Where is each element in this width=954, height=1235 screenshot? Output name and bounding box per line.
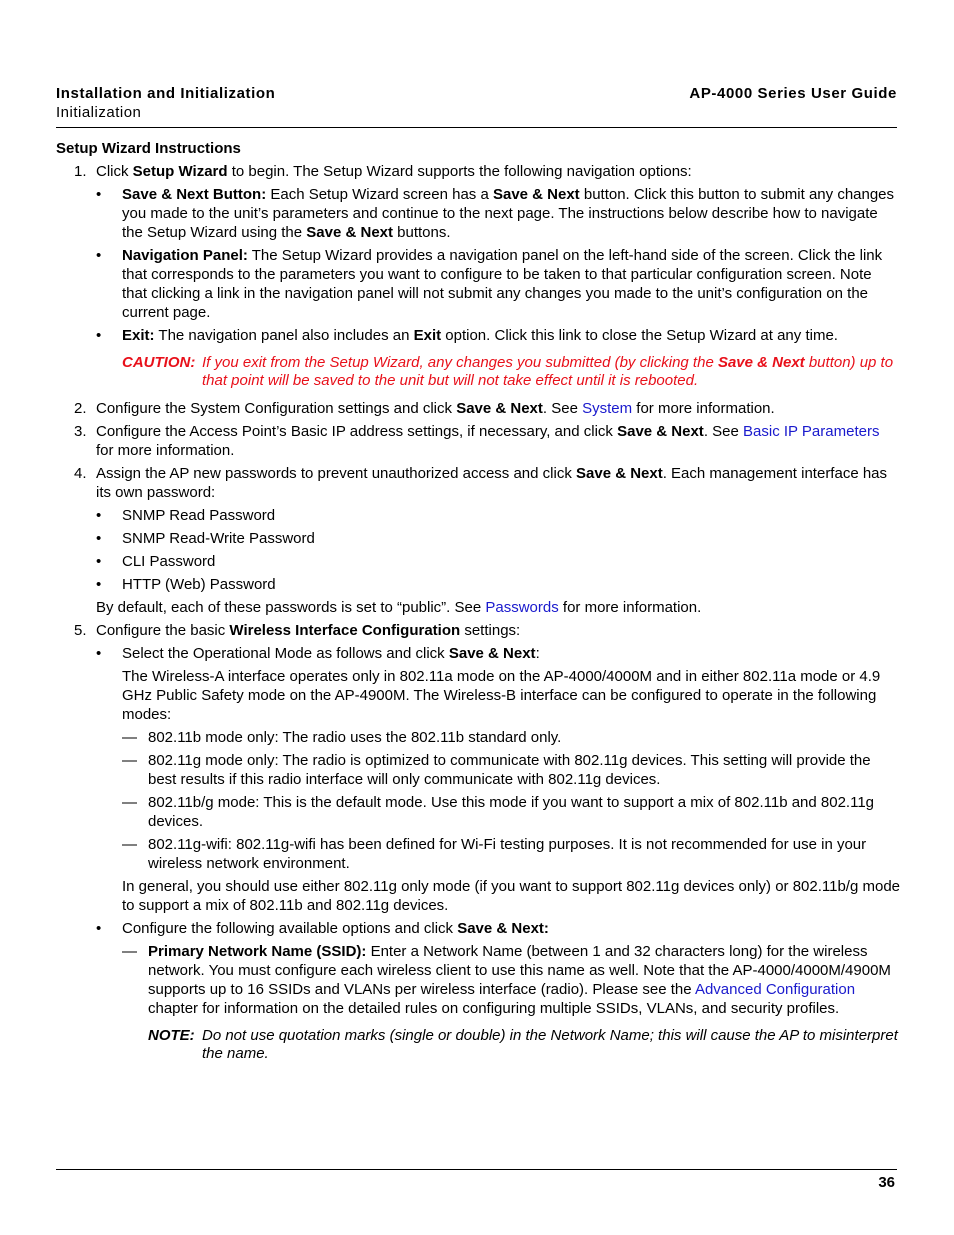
bullet-icon: • <box>96 507 102 524</box>
text: 802.11b mode only: The radio uses the 802.11b standard only. <box>148 729 562 746</box>
step-number: 5. <box>74 622 87 639</box>
step-1 <box>56 162 900 390</box>
mode-item <box>122 835 900 873</box>
bullet-operational-mode <box>96 644 900 915</box>
text: Configure the following available options and click <box>122 920 458 937</box>
text: buttons. <box>393 224 451 241</box>
page-content <box>56 139 900 1067</box>
step-number: 1. <box>74 163 87 180</box>
text: . Each management interface has its own password: <box>96 465 888 501</box>
dash-icon: — <box>122 794 137 811</box>
general-paragraph: In general, you should use either 802.11g only mode (if you want to support 802.11g devices only) or 802.11b/g mode to support a mix of 802.11b and 802.11g devices. <box>122 878 901 914</box>
bold-text: Exit: <box>122 327 155 344</box>
bold-text: Save & Next Button: <box>122 186 267 203</box>
text: chapter for information on the detailed rules on configuring multiple SSIDs, VLANs, and security profiles. <box>148 1000 840 1017</box>
bullet-icon: • <box>96 576 102 593</box>
text: Select the Operational Mode as follows and click <box>122 645 449 662</box>
ssid-note <box>148 1027 900 1063</box>
advanced-configuration-link[interactable]: Advanced Configuration <box>694 981 856 998</box>
text: for more information. <box>632 400 775 417</box>
bold-text: Save & Next <box>617 423 704 440</box>
mode-item <box>122 751 900 789</box>
mode-item <box>122 728 900 747</box>
text: Configure the System Configuration settings and click <box>96 400 457 417</box>
text: button) up to that point will be saved to the unit but will not take effect until it is rebooted. <box>202 354 894 389</box>
text: Enter a Network Name (between 1 and 32 characters long) for the wireless network. You must configure each wireless client to use this name as well. Note that the AP-4000/4000M/4900M supports up to 16 SSIDs and VLANs per wireless interface (radio). Please see the <box>148 943 891 998</box>
bullet-save-next <box>96 185 900 242</box>
bold-text: Save & Next <box>717 354 805 371</box>
text: button. Click this button to submit any changes you made to the unit’s parameters and continue to the next page. The instructions below describe how to navigate the Setup Wizard using the <box>122 186 895 241</box>
text: The navigation panel also includes an <box>154 327 414 344</box>
bullet-navigation-panel <box>96 246 900 322</box>
bullet-available-options <box>96 919 900 1063</box>
bold-text: Wireless Interface Configuration <box>229 622 461 639</box>
caution-label: CAUTION: <box>122 354 196 371</box>
text: If you exit from the Setup Wizard, any changes you submitted (by clicking the <box>202 354 718 371</box>
options-list <box>122 942 900 1063</box>
text: By default, each of these passwords is set to “public”. See <box>96 599 486 616</box>
step-4 <box>56 464 900 617</box>
step-5 <box>56 621 900 1063</box>
text: for more information. <box>96 442 235 459</box>
bold-text: Setup Wizard <box>132 163 228 180</box>
text: . See <box>703 423 744 440</box>
navigation-options-list <box>96 185 900 345</box>
password-item <box>96 506 900 525</box>
text: 802.11g-wifi: 802.11g-wifi has been defined for Wi-Fi testing purposes. It is not recommended for use in your wireless network environment. <box>148 836 867 872</box>
bullet-icon: • <box>96 553 102 570</box>
dash-icon: — <box>122 943 137 960</box>
password-default-paragraph <box>96 598 900 617</box>
dash-icon: — <box>122 729 137 746</box>
dash-icon: — <box>122 752 137 769</box>
text: HTTP (Web) Password <box>122 576 276 593</box>
text: : <box>535 645 540 662</box>
text: CLI Password <box>122 553 216 570</box>
text: Configure the basic <box>96 622 230 639</box>
note-label: NOTE: <box>148 1027 195 1044</box>
chapter-title: Installation and Initialization <box>56 85 276 102</box>
text: Do not use quotation marks (single or double) in the Network Name; this will cause the AP to misinterpret the name. <box>202 1027 898 1062</box>
section-title: Initialization <box>56 104 142 121</box>
system-link[interactable]: System <box>582 400 633 417</box>
guide-title: AP-4000 Series User Guide <box>689 85 897 102</box>
bold-text: Primary Network Name (SSID): <box>148 943 367 960</box>
bullet-icon: • <box>96 920 102 937</box>
step-2 <box>56 399 900 418</box>
text: The Setup Wizard provides a navigation panel on the left-hand side of the screen. Click the link that corresponds to the parameters you want to configure to be taken to that particular configuration screen. Note that clicking a link in the navigation panel will not submit any changes you made to the unit’s configuration on the current page. <box>122 247 883 321</box>
bold-text: Save & Next <box>448 645 536 662</box>
text: . See <box>542 400 583 417</box>
bold-text: Save & Next <box>576 465 663 482</box>
bold-text: Exit <box>413 327 442 344</box>
password-item <box>96 529 900 548</box>
text: 802.11b/g mode: This is the default mode. Use this mode if you want to support a mix of 802.11b and 802.11g devices. <box>148 794 875 830</box>
bold-text: Save & Next: <box>457 920 549 937</box>
password-item <box>96 575 900 594</box>
mode-list <box>122 728 900 873</box>
text: Assign the AP new passwords to prevent unauthorized access and click <box>96 465 576 482</box>
step-number: 4. <box>74 465 87 482</box>
dash-icon: — <box>122 836 137 853</box>
instruction-steps <box>56 162 900 1063</box>
bullet-icon: • <box>96 247 102 264</box>
bullet-icon: • <box>96 186 102 203</box>
text: Configure the Access Point’s Basic IP address settings, if necessary, and click <box>96 423 618 440</box>
text: SNMP Read-Write Password <box>122 530 315 547</box>
bullet-icon: • <box>96 530 102 547</box>
bold-text: Navigation Panel: <box>122 247 248 264</box>
bold-text: Save & Next <box>456 400 543 417</box>
text: Each Setup Wizard screen has a <box>266 186 493 203</box>
bullet-exit <box>96 326 900 345</box>
text: option. Click this link to close the Setup Wizard at any time. <box>441 327 838 344</box>
passwords-link[interactable]: Passwords <box>485 599 559 616</box>
page-header <box>56 84 897 128</box>
wireless-mode-paragraph: The Wireless-A interface operates only in 802.11a mode on the AP-4000/4000M and in either 802.11a mode or 4.9 GHz Public Safety mode on the AP-4900M. The Wireless-B interface can be configured to operate in the following modes: <box>122 668 881 723</box>
bullet-icon: • <box>96 645 102 662</box>
text: for more information. <box>558 599 702 616</box>
setup-wizard-heading: Setup Wizard Instructions <box>56 140 241 157</box>
bold-text: Save & Next <box>306 224 393 241</box>
bold-text: Save & Next <box>492 186 580 203</box>
step-number: 2. <box>74 400 87 417</box>
caution-note <box>122 354 900 390</box>
text: to begin. The Setup Wizard supports the following navigation options: <box>227 163 692 180</box>
text: 802.11g mode only: The radio is optimized to communicate with 802.11g devices. This setting will provide the best results if this radio interface will only communicate with 802.11g devices. <box>148 752 871 788</box>
step-number: 3. <box>74 423 87 440</box>
step-3 <box>56 422 900 460</box>
text: settings: <box>460 622 521 639</box>
page-footer <box>56 1169 897 1191</box>
mode-item <box>122 793 900 831</box>
text: SNMP Read Password <box>122 507 276 524</box>
password-item <box>96 552 900 571</box>
basic-ip-parameters-link[interactable]: Basic IP Parameters <box>743 423 880 440</box>
text: Click <box>96 163 133 180</box>
password-list <box>96 506 900 594</box>
bullet-icon: • <box>96 327 102 344</box>
wireless-config-list <box>96 644 900 1063</box>
page-number: 36 <box>878 1174 895 1191</box>
ssid-item <box>122 942 900 1063</box>
